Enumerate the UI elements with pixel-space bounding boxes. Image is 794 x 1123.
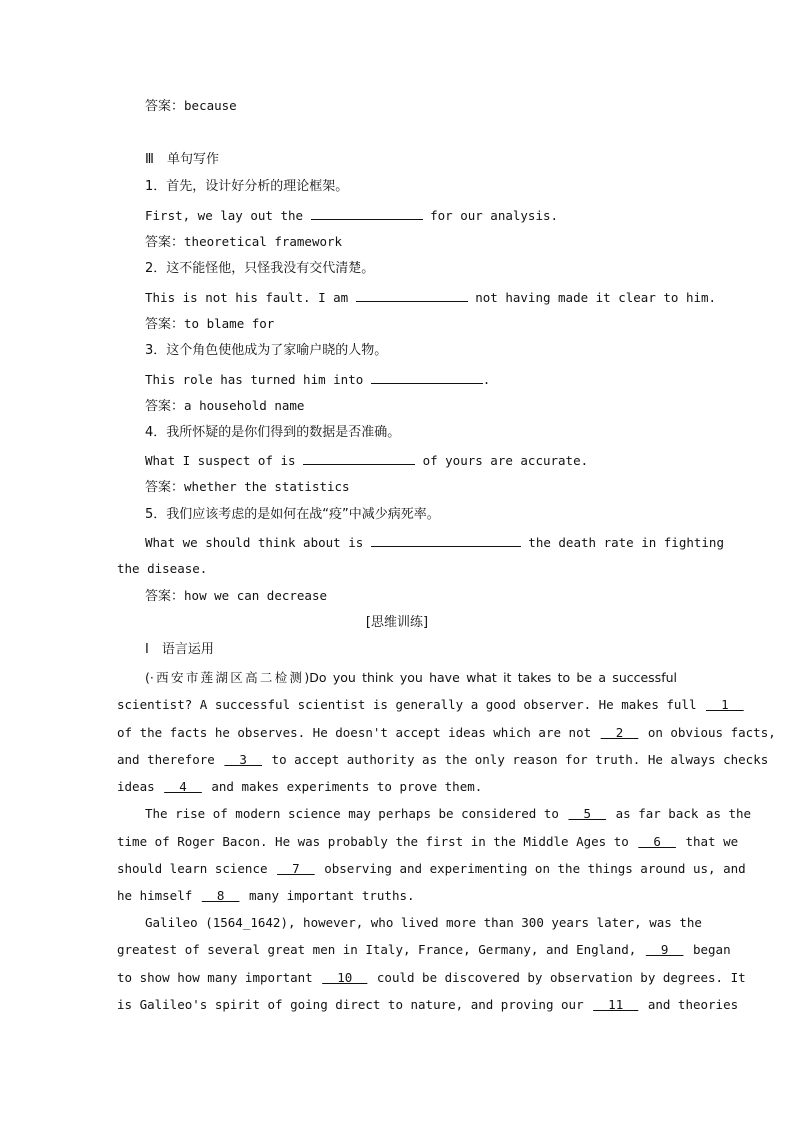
passage-line: he himself 8 many important truths. <box>117 888 415 903</box>
question-english: First, we lay out the for our analysis. <box>145 208 559 223</box>
answer-blank <box>371 534 521 547</box>
answer-blank <box>356 289 468 302</box>
blank-number: 10 <box>322 970 368 985</box>
answer-line: 答案：a household name <box>145 398 305 414</box>
question-english: This is not his fault. I am not having made it clear to him. <box>145 290 717 305</box>
blank-number: 9 <box>645 942 684 957</box>
question-english: What we should think about is the death rate in fighting <box>145 535 724 550</box>
passage-line: scientist? A successful scientist is generally a good observer. He makes full 1 <box>117 697 744 712</box>
passage-line: ideas 4 and makes experiments to prove them. <box>117 779 483 794</box>
question-english: This role has turned him into . <box>145 372 491 387</box>
answer-text: because <box>184 98 237 113</box>
blank-number: 8 <box>201 888 240 903</box>
passage-line: of the facts he observes. He doesn't accept ideas which are not 2 on obvious facts, <box>117 725 776 740</box>
answer-line: 答案：to blame for <box>145 316 275 332</box>
passage-line: time of Roger Bacon. He was probably the first in the Middle Ages to 6 that we <box>117 834 739 849</box>
question-chinese: 1．首先，设计好分析的理论框架。 <box>145 179 349 194</box>
question-chinese: 4．我所怀疑的是你们得到的数据是否准确。 <box>145 425 401 440</box>
passage-line: greatest of several great men in Italy, France, Germany, and England, 9 began <box>117 942 731 957</box>
answer-blank <box>371 371 483 384</box>
answer-line: 答案：how we can decrease <box>145 588 328 604</box>
answer-blank <box>303 452 415 465</box>
training-title: [思维训练] <box>365 615 429 630</box>
answer-label: 答案： <box>145 99 185 114</box>
answer-line: 答案：theoretical framework <box>145 234 343 250</box>
answer-line <box>145 98 677 115</box>
answer-line: 答案：whether the statistics <box>145 479 350 495</box>
question-english: What I suspect of is of yours are accurate. <box>145 453 589 468</box>
section-title: Ⅰ 语言运用 <box>145 642 214 657</box>
question-chinese: 3．这个角色使他成为了家喻户晓的人物。 <box>145 343 388 358</box>
passage-line: The rise of modern science may perhaps be considered to 5 as far back as the <box>145 806 752 821</box>
blank-number: 7 <box>277 861 315 876</box>
blank-number: 1 <box>706 697 744 712</box>
blank-number: 2 <box>600 725 639 740</box>
passage-line: to show how many important 10 could be discovered by observation by degrees. It <box>117 970 746 985</box>
answer-blank <box>311 207 423 220</box>
blank-number: 6 <box>638 834 676 849</box>
section-title: Ⅲ 单句写作 <box>145 152 219 167</box>
question-chinese: 2．这不能怪他，只怪我没有交代清楚。 <box>145 261 375 276</box>
passage-line: is Galileo's spirit of going direct to nature, and proving our 11 and theories <box>117 997 739 1012</box>
question-chinese: 5．我们应该考虑的是如何在战“疫”中减少病死率。 <box>145 507 440 522</box>
passage-line: (·西安市莲湖区高二检测)Do you think you have what it takes to be a successful <box>145 670 677 685</box>
question-english-continued: the disease. <box>117 561 208 576</box>
passage-line: should learn science 7 observing and experimenting on the things around us, and <box>117 861 746 876</box>
blank-number: 5 <box>568 806 607 821</box>
blank-number: 4 <box>164 779 202 794</box>
blank-number: 11 <box>593 997 639 1012</box>
blank-number: 3 <box>224 752 263 767</box>
passage-line: and therefore 3 to accept authority as the only reason for truth. He always checks <box>117 752 769 767</box>
passage-line: Galileo (1564_1642), however, who lived more than 300 years later, was the <box>145 915 702 930</box>
